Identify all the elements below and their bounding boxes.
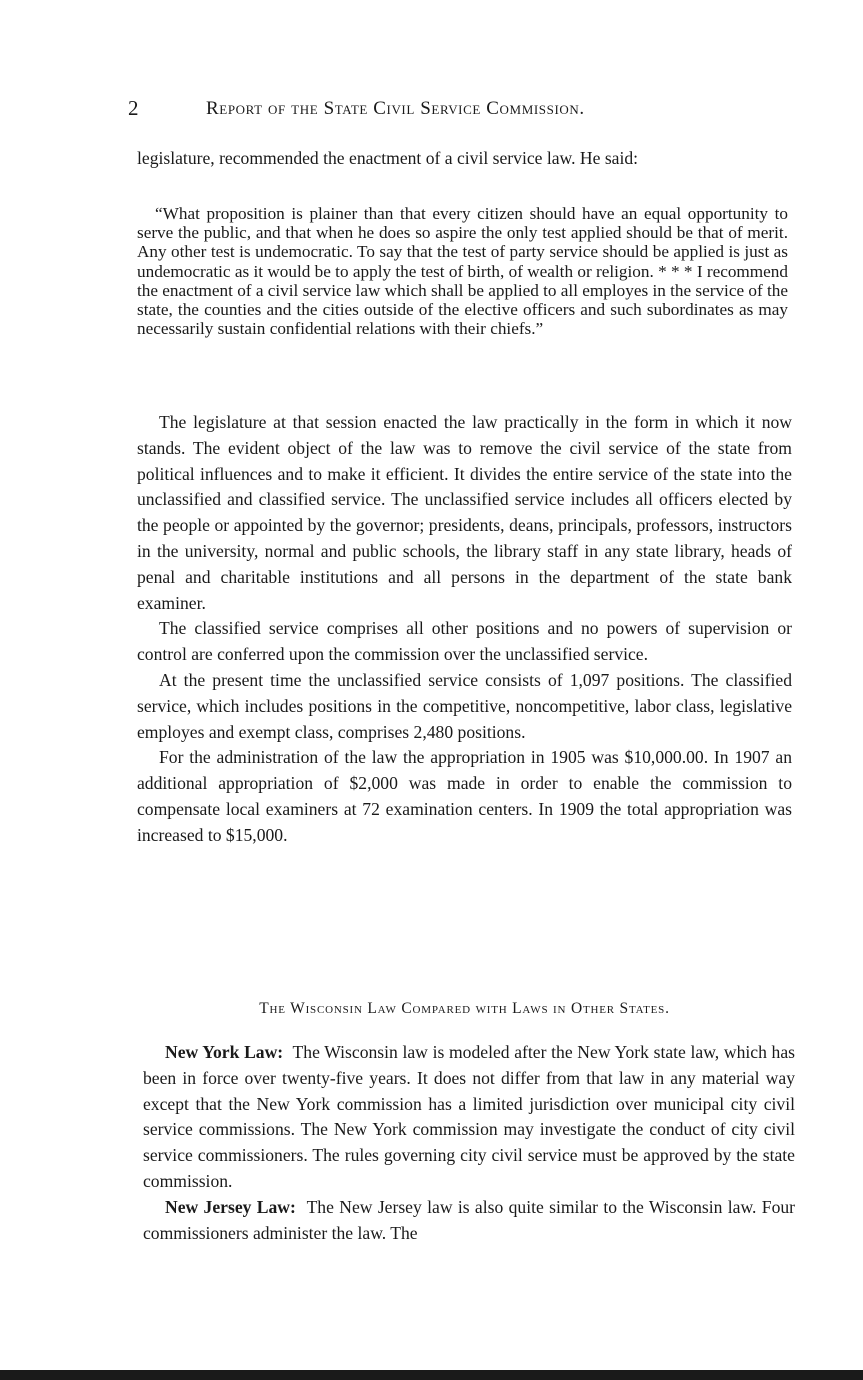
block-quote: “What proposition is plainer than that every citizen should have an equal opportunity to serve the public, and that when he does so aspire the only test applied should be that of merit. Any other test is undemocratic. To say that the test of party service should be applied is just as undemocratic as it would be to apply the test of birth, of wealth or religion. * * * I recommend the enactment of a civil service law which shall be applied to all employes in the service of the state, the counties and the cities outside of the elective officers and such subordinates as may necessarily sustain confidential relations with their chiefs.” xyxy=(137,204,788,339)
body-paragraphs xyxy=(137,410,792,849)
paragraph-classified: The classified service comprises all other positions and no powers of supervision or control are conferred upon the commission over the unclassified service. xyxy=(137,618,792,665)
paragraph-positions: At the present time the unclassified service consists of 1,097 positions. The classified service, which includes positions in the competitive, noncompetitive, labor class, legislative employes and exempt class, comprises 2,480 positions. xyxy=(137,669,792,742)
section-heading: The Wisconsin Law Compared with Laws in Other States. xyxy=(259,1000,670,1017)
paragraph-new-york xyxy=(143,1040,795,1195)
intro-paragraph: legislature, recommended the enactment of a civil service law. He said: xyxy=(137,148,639,168)
new-york-label: New York Law: xyxy=(165,1042,284,1062)
law-comparisons xyxy=(143,1040,795,1246)
running-head: Report of the State Civil Service Commission. xyxy=(206,98,585,119)
new-jersey-label: New Jersey Law: xyxy=(165,1196,296,1217)
paragraph-appropriation: For the administration of the law the appropriation in 1905 was $10,000.00. In 1907 an additional appropriation of $2,000 was made in order to enable the commission to compensate local examiners at 72 examination centers. In 1909 the total appropriation was increased to $15,000. xyxy=(137,747,792,845)
page-bottom-edge xyxy=(0,1370,863,1380)
page-header xyxy=(128,96,728,126)
page-number: 2 xyxy=(128,96,139,120)
new-jersey-text: The New Jersey law is also quite similar to the Wisconsin law. Four commissioners administer the law. The xyxy=(143,1196,796,1243)
paragraph-new-jersey xyxy=(143,1195,795,1247)
paragraph-legislature: The legislature at that session enacted the law practically in the form in which it now stands. The evident object of the law was to remove the civil service of the state from political influences and to make it efficient. It divides the entire service of the state into the unclassified and classified service. The unclassified service includes all officers elected by the people or appointed by the governor; presidents, deans, principals, professors, instructors in the university, normal and public schools, the library staff in any state library, heads of penal and charitable institutions and all persons in the department of the state bank examiner. xyxy=(137,412,792,613)
new-york-text: The Wisconsin law is modeled after the New York state law, which has been in force over twenty-five years. It does not differ from that law in any material way except that the New York commission has a limited jurisdiction over municipal city civil service commissions. The New York commission may investigate the conduct of city civil service commissioners. The rules governing city civil service must be approved by the state commission. xyxy=(143,1042,796,1191)
